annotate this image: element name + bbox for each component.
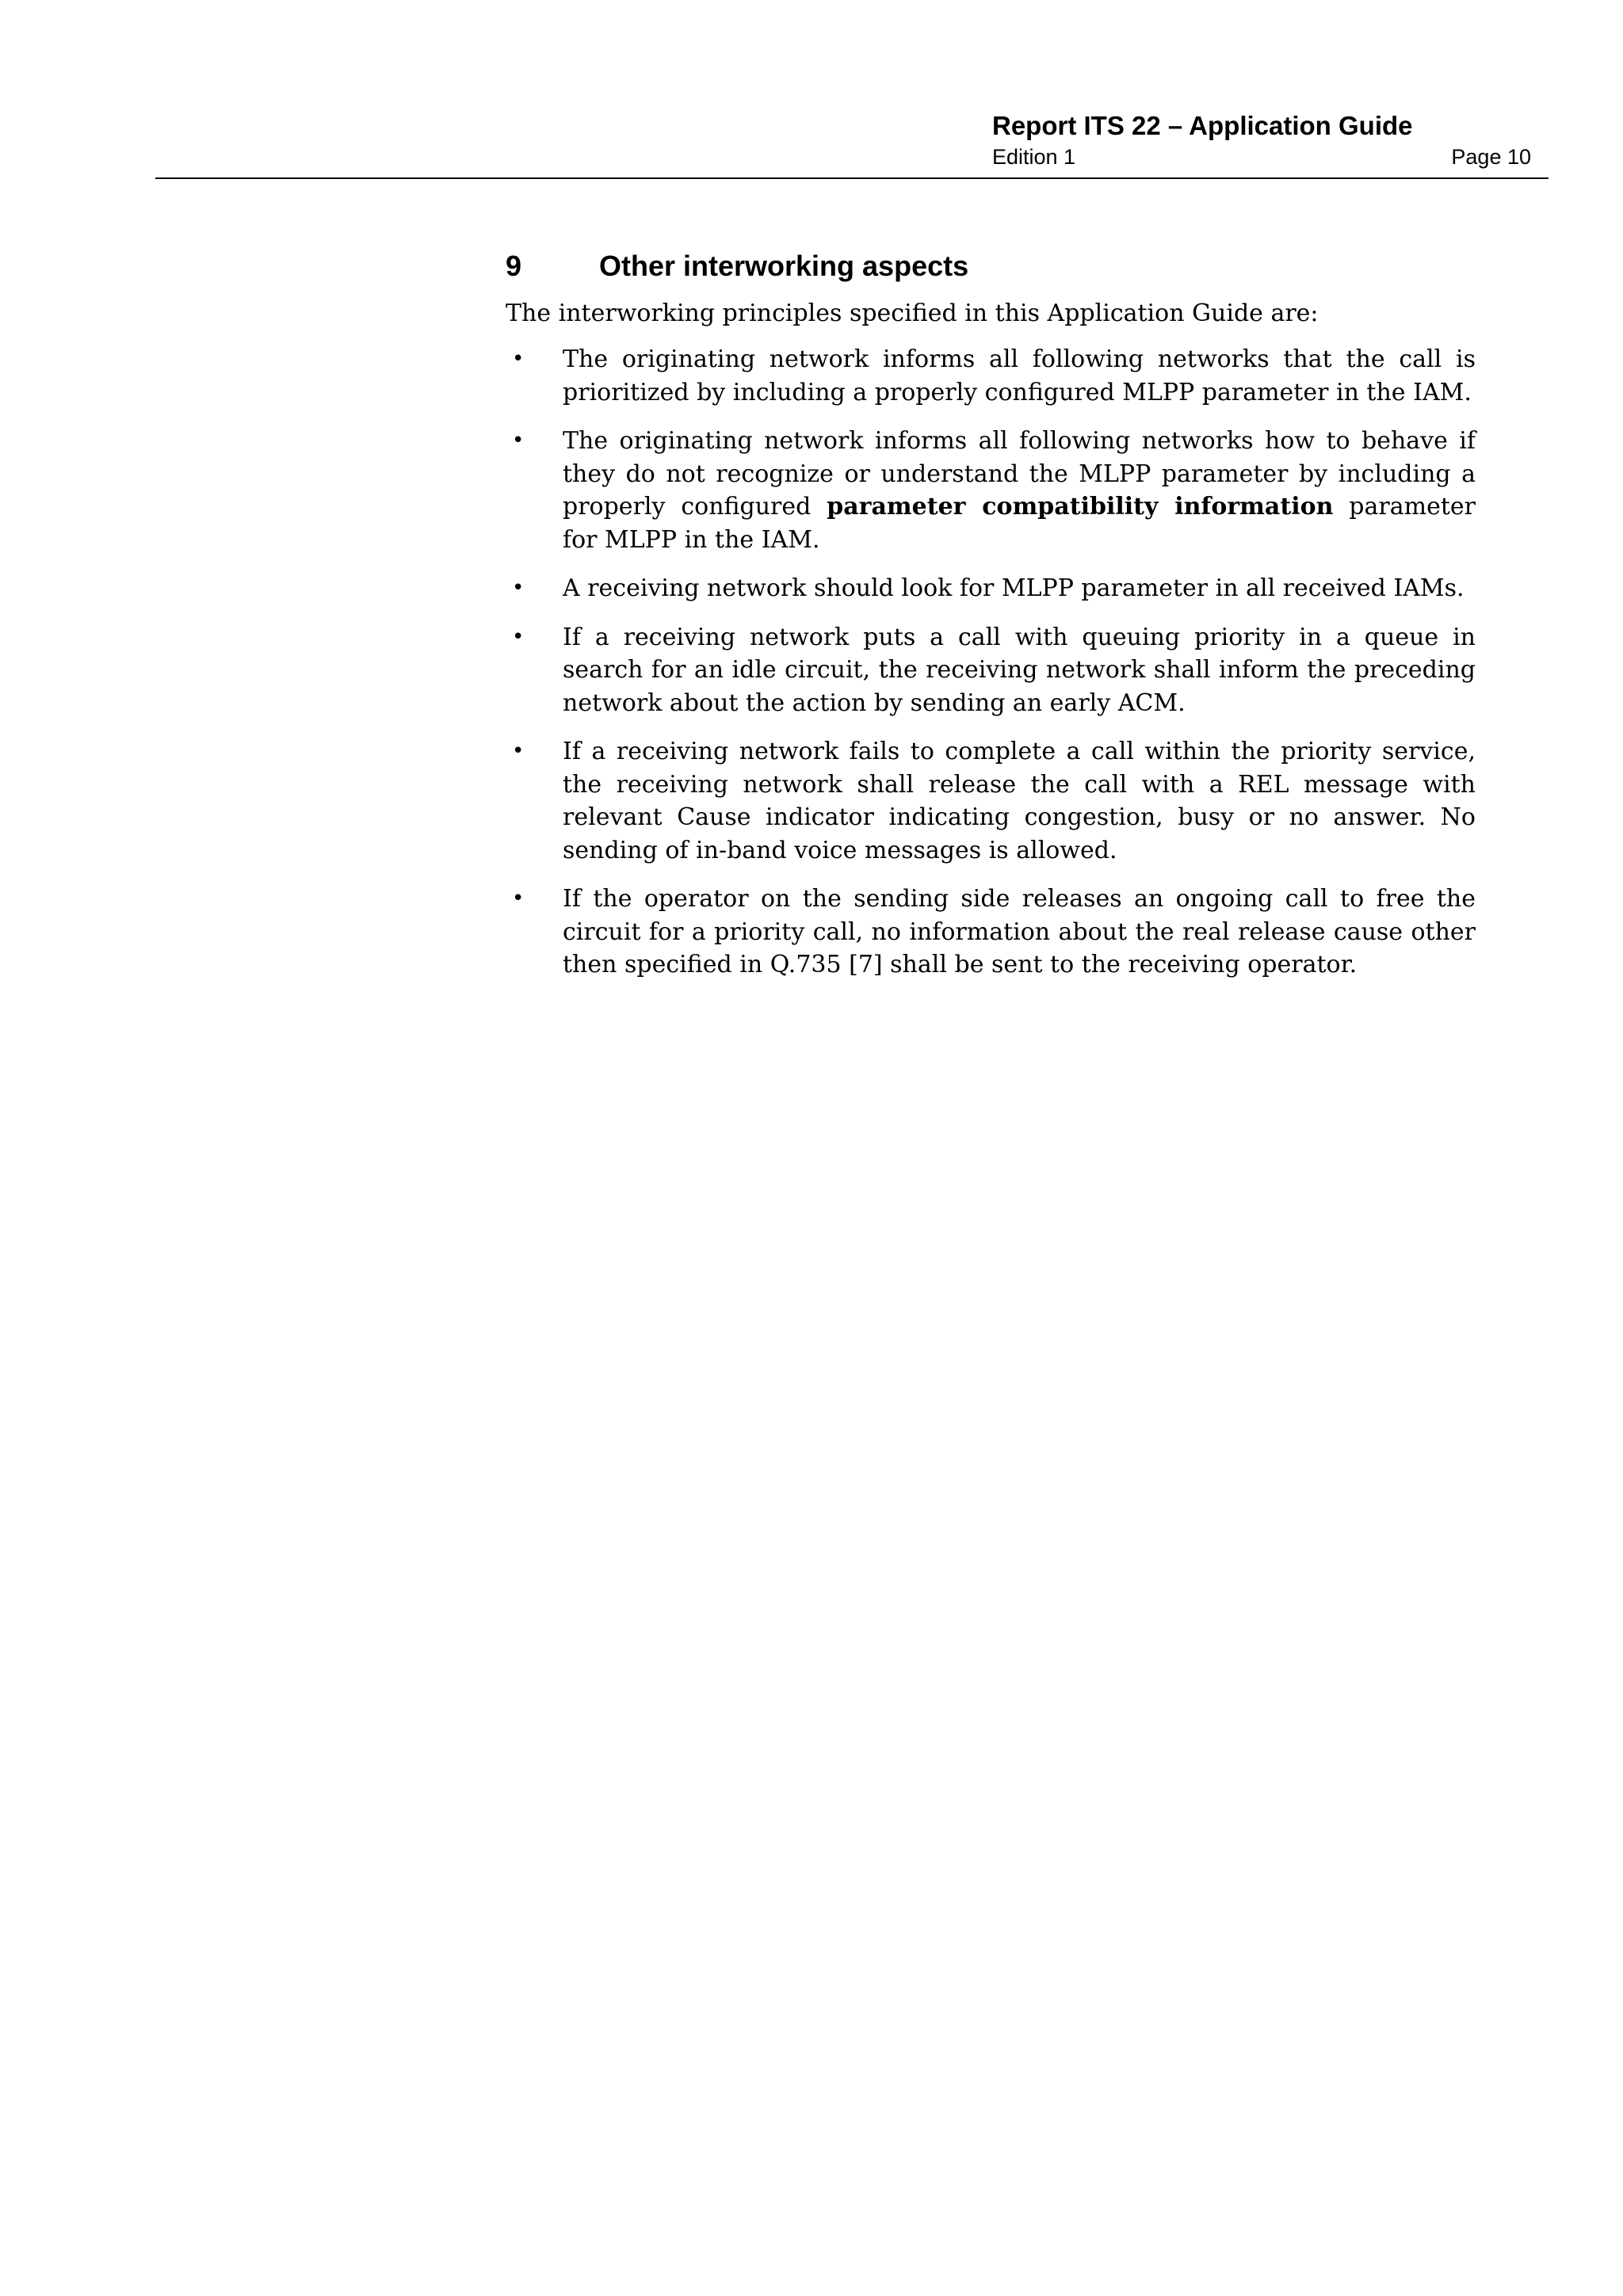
list-item-text: If a receiving network puts a call with queuing priority in a queue in search for an idle circuit, the receiving network shall inform the preceding network about the action by sending an early ACM. xyxy=(563,623,1476,717)
bullet-icon: • xyxy=(512,576,525,600)
bullet-icon: • xyxy=(512,887,525,910)
bullet-icon: • xyxy=(512,739,525,763)
list-item-text: If a receiving network fails to complete a call within the priority service, the receiving network shall release the call with a REL message with relevant Cause indicator indicating congestion, busy or no answer. No sending of in-band voice messages is allowed. xyxy=(563,738,1476,864)
list-item xyxy=(506,343,1476,409)
principles-list xyxy=(506,343,1476,982)
section-heading xyxy=(506,246,1476,286)
section-number: 9 xyxy=(506,250,522,282)
document-body xyxy=(506,246,1476,997)
list-item xyxy=(506,883,1476,982)
intro-paragraph: The interworking principles specified in this Application Guide are: xyxy=(506,299,1319,327)
report-title: Report ITS 22 – Application Guide xyxy=(992,111,1413,140)
list-item xyxy=(506,425,1476,556)
page-header xyxy=(155,108,1549,179)
list-item xyxy=(506,735,1476,867)
list-item-text: parameter for MLPP in the IAM. xyxy=(563,493,1476,554)
bullet-icon: • xyxy=(512,429,525,452)
list-item xyxy=(506,572,1476,605)
bullet-icon: • xyxy=(512,624,525,649)
list-item-text: A receiving network should look for MLPP parameter in all received IAMs. xyxy=(563,574,1465,602)
edition-label: Edition 1 xyxy=(992,145,1076,169)
list-item xyxy=(506,621,1476,720)
section-title: Other interworking aspects xyxy=(599,250,969,282)
page-number: Page 10 xyxy=(1451,145,1531,169)
list-item-text: The originating network informs all following networks how to behave if they do not recognize or understand the MLPP parameter by including a properly configured xyxy=(563,427,1476,521)
list-item-bold-term: parameter compatibility information xyxy=(827,493,1334,521)
list-item-text: If the operator on the sending side releases an ongoing call to free the circuit for a priority call, no information about the real release cause other then specified in Q.735 [7] shall be sent to the receiving operator. xyxy=(563,885,1476,978)
bullet-icon: • xyxy=(512,347,525,371)
list-item-text: The originating network informs all following networks that the call is prioritized by including a properly configured MLPP parameter in the IAM. xyxy=(563,345,1476,406)
